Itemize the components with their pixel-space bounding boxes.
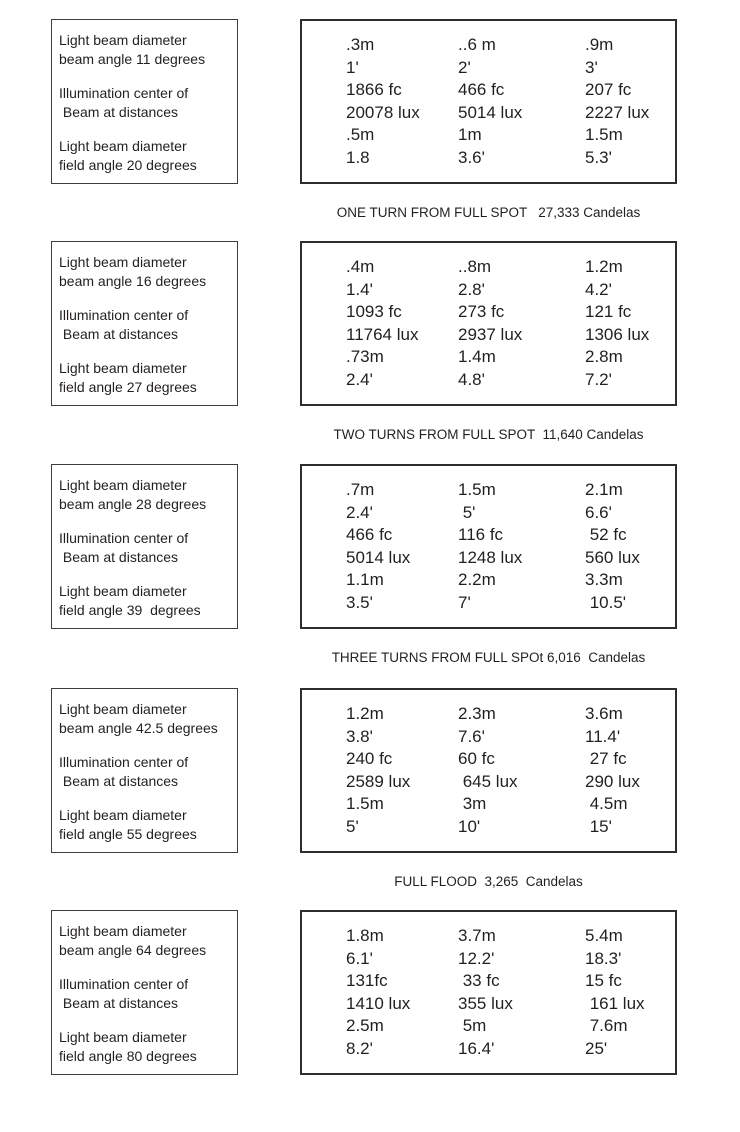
data-cell: 3.8'	[346, 726, 373, 746]
data-cell: 20078 lux	[346, 102, 420, 122]
label-line: Light beam diameter	[59, 477, 187, 493]
data-cell: 1.8m	[346, 926, 384, 945]
data-cell: 3.7m	[458, 926, 496, 945]
label-line: Light beam diameter	[59, 583, 187, 599]
spec-section	[0, 464, 740, 686]
data-cell: 2.3m	[458, 704, 496, 723]
data-cell: 5m	[458, 1016, 487, 1035]
data-cell: 3.6'	[458, 147, 485, 167]
label-line: Beam at distances	[59, 549, 179, 565]
data-cell: 6.1'	[346, 948, 373, 968]
data-box	[300, 688, 677, 853]
label-line: Light beam diameter	[59, 807, 187, 823]
spec-section	[0, 688, 740, 910]
data-cell: ..6 m	[458, 35, 496, 54]
data-cell: 645 lux	[458, 771, 518, 791]
data-cell: 52 fc	[585, 525, 627, 544]
data-cell: 60 fc	[458, 749, 495, 768]
data-cell: .4m	[346, 257, 375, 276]
data-cell: 1.4'	[346, 279, 373, 299]
label-box	[51, 688, 238, 853]
section-caption: THREE TURNS FROM FULL SPOt 6,016 Candelas	[331, 650, 646, 665]
illumination-paragraph	[59, 975, 233, 1013]
data-cell: 3.3m	[585, 570, 623, 589]
label-line: field angle 39 degrees	[59, 602, 201, 618]
data-cell: 466 fc	[346, 525, 393, 544]
section-caption: TWO TURNS FROM FULL SPOT 11,640 Candelas	[333, 427, 644, 442]
label-line: Illumination center of	[59, 307, 189, 323]
label-box	[51, 464, 238, 629]
label-line: Light beam diameter	[59, 1029, 187, 1045]
label-line: Illumination center of	[59, 85, 189, 101]
data-cell: 3m	[458, 794, 487, 813]
data-cell: 560 lux	[585, 547, 640, 567]
beam-angle-paragraph	[59, 476, 233, 514]
field-angle-paragraph	[59, 137, 233, 175]
beam-angle-paragraph	[59, 31, 233, 69]
data-cell: 10'	[458, 816, 481, 836]
data-cell: 1.2m	[585, 257, 623, 276]
data-cell: 8.2'	[346, 1038, 373, 1058]
section-caption: FULL FLOOD 3,265 Candelas	[394, 874, 583, 889]
data-cell: 4.8'	[458, 369, 485, 389]
data-cell: 4.5m	[585, 794, 628, 813]
data-cell: 33 fc	[458, 971, 500, 990]
data-cell: 7'	[458, 592, 471, 612]
data-cell: 7.2'	[585, 369, 612, 389]
data-box	[300, 19, 677, 184]
label-line: Beam at distances	[59, 104, 179, 120]
data-column	[458, 479, 585, 627]
data-cell: 2.8m	[585, 347, 623, 366]
label-line: Light beam diameter	[59, 701, 187, 717]
label-line: Light beam diameter	[59, 138, 187, 154]
label-line: beam angle 42.5 degrees	[59, 720, 218, 736]
data-cell: 240 fc	[346, 749, 393, 768]
data-cell: 131fc	[346, 971, 388, 990]
label-line: beam angle 64 degrees	[59, 942, 207, 958]
spec-section	[0, 241, 740, 463]
label-line: Illumination center of	[59, 754, 189, 770]
field-angle-paragraph	[59, 806, 233, 844]
data-cell: 207 fc	[585, 80, 632, 99]
data-cell: 1.2m	[346, 704, 384, 723]
data-cell: .5m	[346, 125, 375, 144]
data-cell: 10.5'	[585, 592, 627, 612]
data-cell: 3'	[585, 57, 598, 77]
data-cell: .9m	[585, 35, 614, 54]
data-cell: 1.4m	[458, 347, 496, 366]
data-cell: 1.8	[346, 147, 370, 167]
data-cell: 7.6'	[458, 726, 485, 746]
data-cell: .7m	[346, 480, 375, 499]
data-cell: ..8m	[458, 257, 492, 276]
data-cell: 5.3'	[585, 147, 612, 167]
label-box	[51, 19, 238, 184]
label-line: field angle 55 degrees	[59, 826, 197, 842]
label-box	[51, 241, 238, 406]
illumination-paragraph	[59, 84, 233, 122]
data-column	[346, 703, 458, 851]
field-angle-paragraph	[59, 582, 233, 620]
data-column	[585, 925, 675, 1073]
data-column	[585, 34, 675, 182]
data-cell: 27 fc	[585, 749, 627, 768]
data-cell: 290 lux	[585, 771, 640, 791]
data-cell: 161 lux	[585, 993, 645, 1013]
data-column	[346, 34, 458, 182]
label-line: Light beam diameter	[59, 254, 187, 270]
data-cell: 1248 lux	[458, 547, 523, 567]
data-cell: 2.2m	[458, 570, 496, 589]
data-cell: 7.6m	[585, 1016, 628, 1035]
label-line: Beam at distances	[59, 773, 179, 789]
data-cell: 2.4'	[346, 502, 373, 522]
data-cell: 2.8'	[458, 279, 485, 299]
data-column	[458, 256, 585, 404]
field-angle-paragraph	[59, 1028, 233, 1066]
data-cell: 5'	[458, 502, 476, 522]
data-column	[346, 925, 458, 1073]
data-cell: 11.4'	[585, 726, 621, 746]
data-cell: 121 fc	[585, 302, 632, 321]
data-cell: 3.6m	[585, 704, 623, 723]
data-cell: 5014 lux	[346, 547, 411, 567]
label-line: Beam at distances	[59, 995, 179, 1011]
data-cell: 11764 lux	[346, 324, 419, 344]
data-cell: 1.5m	[346, 794, 384, 813]
data-cell: 5'	[346, 816, 359, 836]
data-cell: 5014 lux	[458, 102, 523, 122]
illumination-paragraph	[59, 529, 233, 567]
data-cell: 15 fc	[585, 971, 622, 990]
data-cell: 1093 fc	[346, 302, 402, 321]
data-box	[300, 464, 677, 629]
label-line: Illumination center of	[59, 976, 189, 992]
label-line: beam angle 28 degrees	[59, 496, 207, 512]
data-cell: 1.1m	[346, 570, 384, 589]
data-cell: 273 fc	[458, 302, 505, 321]
data-cell: .73m	[346, 347, 384, 366]
data-cell: 2.4'	[346, 369, 373, 389]
data-cell: 355 lux	[458, 993, 513, 1013]
data-column	[585, 256, 675, 404]
data-cell: 116 fc	[458, 525, 504, 544]
data-cell: 5.4m	[585, 926, 623, 945]
data-column	[346, 256, 458, 404]
data-cell: 466 fc	[458, 80, 505, 99]
illumination-paragraph	[59, 306, 233, 344]
label-line: beam angle 11 degrees	[59, 51, 206, 67]
label-line: field angle 27 degrees	[59, 379, 197, 395]
field-angle-paragraph	[59, 359, 233, 397]
label-line: Illumination center of	[59, 530, 189, 546]
data-cell: 1m	[458, 125, 482, 144]
data-cell: 16.4'	[458, 1038, 495, 1058]
data-cell: 1'	[346, 57, 359, 77]
label-line: Light beam diameter	[59, 360, 187, 376]
data-box	[300, 910, 677, 1075]
data-cell: 1306 lux	[585, 324, 650, 344]
data-box	[300, 241, 677, 406]
beam-angle-paragraph	[59, 253, 233, 291]
data-cell: .3m	[346, 35, 375, 54]
data-cell: 2.5m	[346, 1016, 384, 1035]
data-cell: 15'	[585, 816, 612, 836]
data-column	[458, 703, 585, 851]
data-column	[585, 703, 675, 851]
data-cell: 2'	[458, 57, 471, 77]
label-line: field angle 20 degrees	[59, 157, 197, 173]
data-cell: 12.2'	[458, 948, 495, 968]
data-cell: 1866 fc	[346, 80, 402, 99]
data-cell: 6.6'	[585, 502, 612, 522]
label-line: Light beam diameter	[59, 923, 187, 939]
beam-angle-paragraph	[59, 922, 233, 960]
spec-section	[0, 19, 740, 241]
data-cell: 25'	[585, 1038, 608, 1058]
data-column	[346, 479, 458, 627]
data-cell: 1410 lux	[346, 993, 411, 1013]
label-line: Light beam diameter	[59, 32, 187, 48]
label-line: field angle 80 degrees	[59, 1048, 197, 1064]
data-column	[585, 479, 675, 627]
data-cell: 2227 lux	[585, 102, 650, 122]
data-column	[458, 34, 585, 182]
data-cell: 2589 lux	[346, 771, 411, 791]
data-column	[458, 925, 585, 1073]
data-cell: 18.3'	[585, 948, 622, 968]
data-cell: 1.5m	[458, 480, 496, 499]
data-cell: 2.1m	[585, 480, 623, 499]
label-line: Beam at distances	[59, 326, 179, 342]
data-cell: 3.5'	[346, 592, 373, 612]
label-box	[51, 910, 238, 1075]
label-line: beam angle 16 degrees	[59, 273, 207, 289]
illumination-paragraph	[59, 753, 233, 791]
data-cell: 1.5m	[585, 125, 623, 144]
section-caption: ONE TURN FROM FULL SPOT 27,333 Candelas	[336, 205, 641, 220]
beam-angle-paragraph	[59, 700, 233, 738]
spec-section	[0, 910, 740, 1132]
data-cell: 4.2'	[585, 279, 612, 299]
data-cell: 2937 lux	[458, 324, 523, 344]
